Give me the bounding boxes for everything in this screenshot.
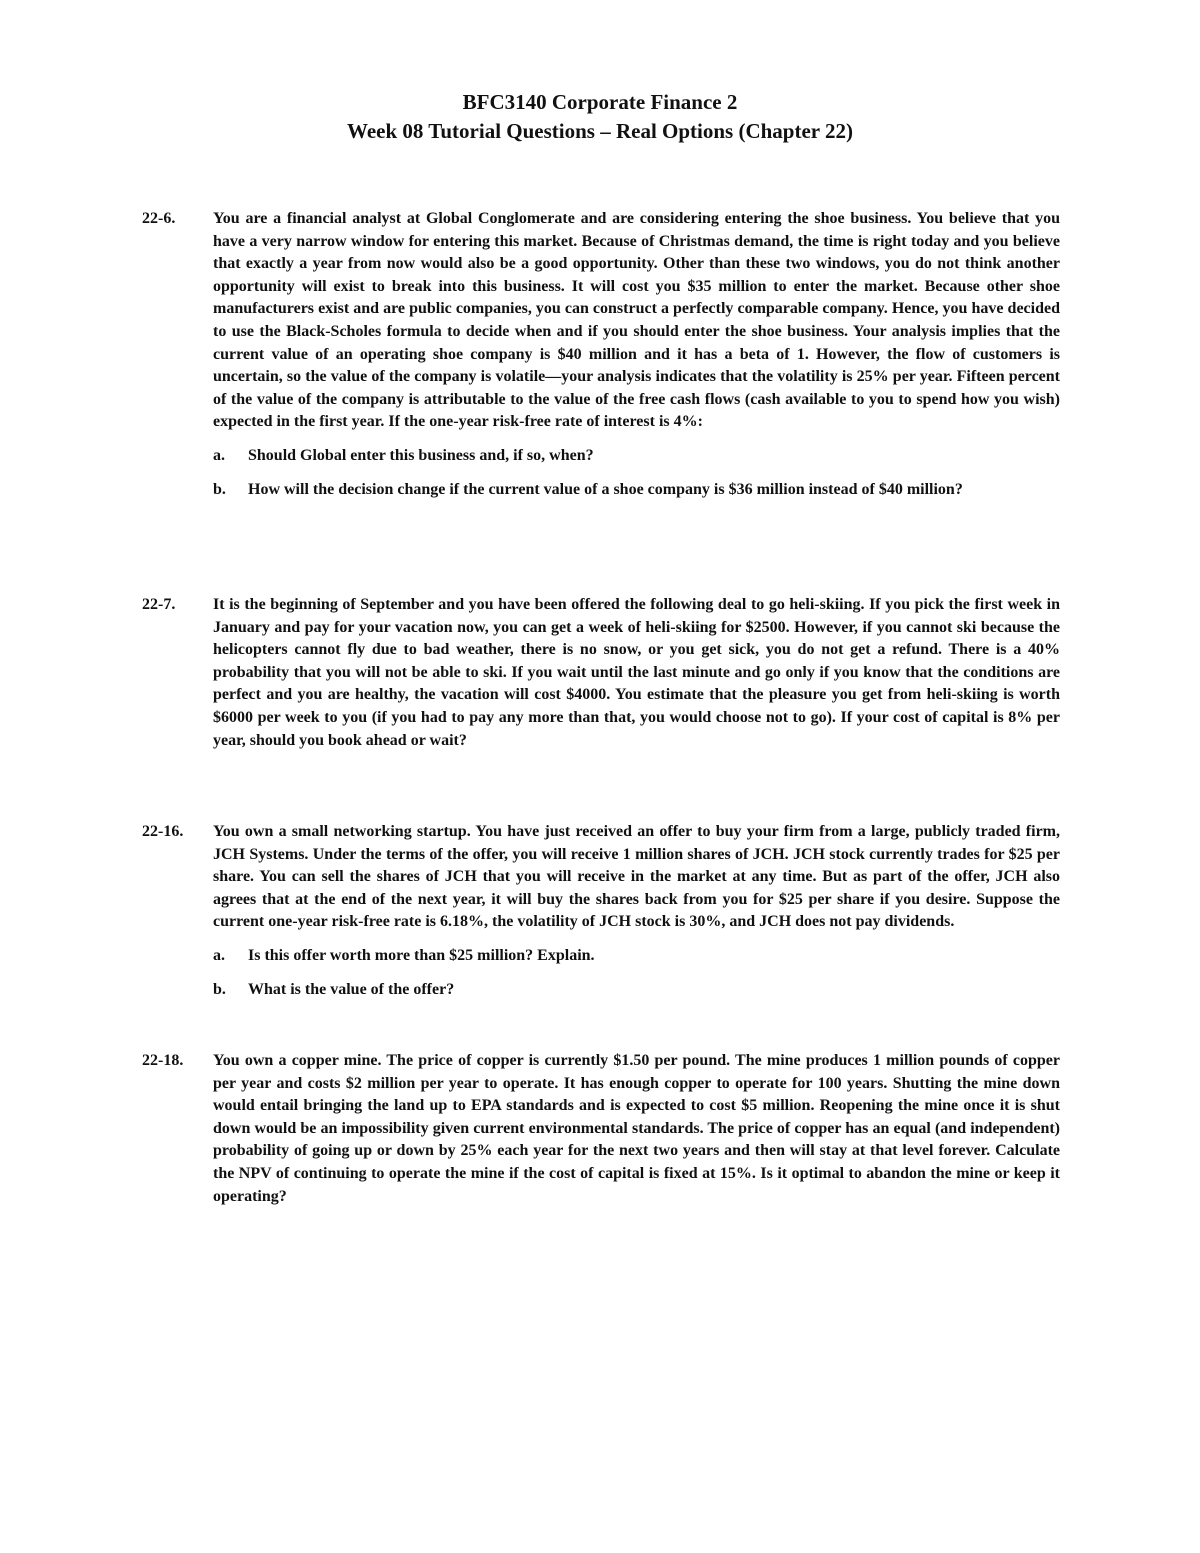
sub-question-a	[213, 445, 1060, 468]
document-title: BFC3140 Corporate Finance 2	[462, 90, 738, 114]
question-number: 22-18.	[142, 1052, 184, 1069]
question-text: It is the beginning of September and you have been offered the following deal to go heli-skiing. If you pick the first week in January and pay for your vacation now, you can get a week of heli-skiing for $2500. However, if you cannot ski because the helicopters cannot fly due to bad weather, there is no snow, or you get sick, you do not get a refund. There is a 40% probability that you will not be able to ski. If you wait until the last minute and go only if you know that the conditions are perfect and you are healthy, the vacation will cost $4000. You estimate that the pleasure you get from heli-skiing is worth $6000 per week to you (if you had to pay any more than that, you would choose not to go). If your cost of capital is 8% per year, should you book ahead or wait?	[213, 596, 1060, 749]
document-header	[0, 88, 1200, 146]
question-number: 22-7.	[142, 596, 176, 613]
question-22-6	[142, 208, 1060, 501]
question-22-16	[142, 821, 1060, 1001]
sub-question-label: b.	[213, 980, 226, 998]
sub-question-text: Is this offer worth more than $25 million? Explain.	[248, 946, 595, 964]
sub-question-label: b.	[213, 480, 226, 498]
sub-question-b	[213, 479, 1060, 502]
question-text: You are a financial analyst at Global Conglomerate and are considering entering the shoe business. You believe that you have a very narrow window for entering this market. Because of Christmas demand, the time is right today and you believe that exactly a year from now would also be a good opportunity. Other than these two windows, you do not think another opportunity will exist to break into this business. It will cost you $35 million to enter the market. Because other shoe manufacturers exist and are public companies, you can construct a perfectly comparable company. Hence, you have decided to use the Black-Scholes formula to decide when and if you should enter the shoe business. Your analysis implies that the current value of an operating shoe company is $40 million and it has a beta of 1. However, the flow of customers is uncertain, so the value of the company is volatile—your analysis indicates that the volatility is 25% per year. Fifteen percent of the value of the company is attributable to the value of the free cash flows (cash available to you to spend how you wish) expected in the first year. If the one-year risk-free rate of interest is 4%:	[213, 210, 1060, 431]
sub-question-text: What is the value of the offer?	[248, 980, 455, 998]
sub-question-text: Should Global enter this business and, if so, when?	[248, 446, 594, 464]
sub-question-a	[213, 945, 1060, 968]
sub-question-b	[213, 979, 1060, 1002]
question-number: 22-16.	[142, 823, 184, 840]
sub-question-label: a.	[213, 446, 225, 464]
question-22-7	[142, 594, 1060, 752]
question-number: 22-6.	[142, 210, 176, 227]
question-text: You own a copper mine. The price of copper is currently $1.50 per pound. The mine produces 1 million pounds of copper per year and costs $2 million per year to operate. It has enough copper to operate for 100 years. Shutting the mine down would entail bringing the land up to EPA standards and is expected to cost $5 million. Reopening the mine once it is shut down would be an impossibility given current environmental standards. The price of copper has an equal (and independent) probability of going up or down by 25% each year for the next two years and then will stay at that level forever. Calculate the NPV of continuing to operate the mine if the cost of capital is fixed at 15%. Is it optimal to abandon the mine or keep it operating?	[213, 1052, 1060, 1205]
question-text: You own a small networking startup. You have just received an offer to buy your firm from a large, publicly traded firm, JCH Systems. Under the terms of the offer, you will receive 1 million shares of JCH. JCH stock currently trades for $25 per share. You can sell the shares of JCH that you will receive in the market at any time. But as part of the offer, JCH also agrees that at the end of the next year, it will buy the shares back from you for $25 per share if you desire. Suppose the current one-year risk-free rate is 6.18%, the volatility of JCH stock is 30%, and JCH does not pay dividends.	[213, 823, 1060, 931]
question-22-18	[142, 1050, 1060, 1208]
document-subtitle: Week 08 Tutorial Questions – Real Options (Chapter 22)	[347, 119, 853, 143]
sub-question-text: How will the decision change if the current value of a shoe company is $36 million instead of $40 million?	[248, 480, 963, 498]
sub-question-label: a.	[213, 946, 225, 964]
